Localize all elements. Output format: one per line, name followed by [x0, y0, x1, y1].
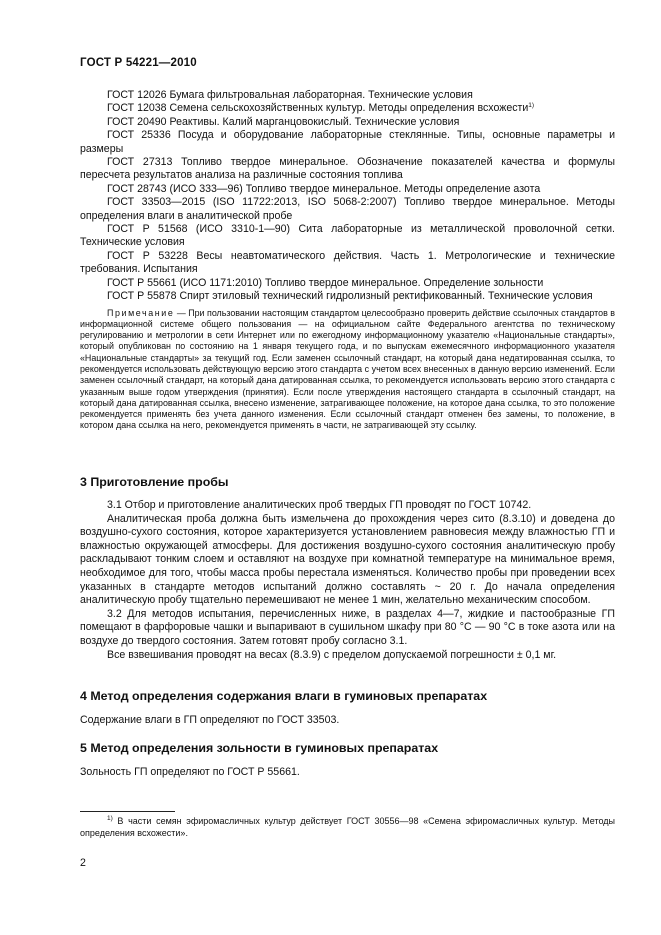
section-title: 4 Метод определения содержания влаги в гуминовых препаратах	[80, 689, 488, 703]
note-label: Примечание	[107, 307, 175, 318]
reference-item: ГОСТ 27313 Топливо твердое минеральное. Обозначение показателей качества и формулы пересчета результатов анализа на различные состояния топлива	[80, 156, 615, 182]
reference-item: ГОСТ Р 55661 (ИСО 1171:2010) Топливо твердое минеральное. Определение зольности	[107, 276, 544, 289]
note-text: — При пользовании настоящим стандартом целесообразно проверить действие ссылочных стандартов в информационной системе общего пользования — на официальном сайте Федерального агентства по техническому регулированию и метрологии в сети Интернет или по ежегодному информационному указателю «Национальные стандарты», который опубликован по состоянию на 1 января текущего года, и по выпускам ежемесячного информационного указателя «Национальные стандарты» за текущий год. Если заменен ссылочный стандарт, на который дана недатированная ссылка, то рекомендуется использовать действующую версию этого стандарта с учетом всех внесенных в данную версию изменений. Если заменен ссылочный стандарт, на который дана датированная ссылка, то рекомендуется использовать версию этого стандарта с указанным выше годом утверждения (принятия). Если после утверждения настоящего стандарта в ссылочный стандарт, на который дана датированная ссылка, внесено изменение, затрагивающее положение, на которое дана ссылка, то это положение рекомендуется применять без учета данного изменения. Если ссылочный стандарт отменен без замены, то положение, в котором дана ссылка на него, рекомендуется применять в части, не затрагивающей эту ссылку.	[80, 307, 615, 431]
section-paragraph: Все взвешивания проводят на весах (8.3.9) с пределом допускаемой погрешности ± 0,1 мг.	[107, 648, 557, 661]
section-paragraph: Содержание влаги в ГП определяют по ГОСТ 33503.	[80, 714, 340, 726]
section-paragraph: Аналитическая проба должна быть измельчена до прохождения через сито (8.3.10) и доведена до воздушно-сухого состояния, которое характеризуется установлением равновесия между влажностью ГП и влажностью окружающей атмосферы. Для достижения воздушно-сухого состояния аналитическую пробу раскладывают тонким слоем и оставляют на воздухе при комнатной температуре на минимальное время, необходимое для того, чтобы масса пробы перестала изменяться. Количество пробы при проведении всех указанных в стандарте методов испытаний должно составлять ~ 20 г. До начала определения аналитическую пробу тщательно перемешивают не менее 1 мин, желательно механическим способом.	[80, 512, 615, 607]
reference-item: ГОСТ 28743 (ИСО 333—96) Топливо твердое минеральное. Методы определение азота	[107, 182, 541, 195]
section-3	[80, 475, 615, 662]
reference-item: ГОСТ 20490 Реактивы. Калий марганцовокислый. Технические условия	[107, 115, 460, 128]
section-title: 3 Приготовление пробы	[80, 475, 229, 489]
section-paragraph: Зольность ГП определяют по ГОСТ Р 55661.	[80, 766, 300, 778]
section-5	[80, 741, 615, 780]
footnote	[80, 815, 615, 839]
section-4	[80, 689, 615, 728]
document-header: ГОСТ Р 54221—2010	[80, 57, 197, 69]
reference-item: ГОСТ 25336 Посуда и оборудование лабораторные стеклянные. Типы, основные параметры и размеры	[80, 129, 615, 155]
section-paragraph: 3.1 Отбор и приготовление аналитических проб твердых ГП проводят по ГОСТ 10742.	[107, 499, 532, 511]
footnote-marker: 1)	[528, 102, 535, 110]
reference-item: ГОСТ 12026 Бумага фильтровальная лабораторная. Технические условия	[107, 89, 473, 101]
reference-item: ГОСТ Р 51568 (ИСО 3310-1—90) Сита лабораторные из металлической проволочной сетки. Технические условия	[80, 223, 615, 249]
page-number: 2	[80, 857, 86, 869]
footnote-marker: 1)	[107, 815, 113, 822]
reference-item: ГОСТ 33503—2015 (ISO 11722:2013, ISO 5068-2:2007) Топливо твердое минеральное. Методы определения влаги в аналитической пробе	[80, 196, 615, 222]
reference-item: ГОСТ Р 53228 Весы неавтоматического действия. Часть 1. Метрологические и технические требования. Испытания	[80, 249, 615, 276]
reference-item: ГОСТ 12038 Семена сельскохозяйственных культур. Методы определения всхожести$^{1)}$	[107, 102, 535, 115]
section-title: 5 Метод определения зольности в гуминовых препаратах	[80, 741, 439, 755]
reference-item: ГОСТ Р 55878 Спирт этиловый технический гидролизный ректификованный. Технические условия	[107, 290, 593, 303]
footnote-separator	[80, 811, 175, 812]
normative-references	[80, 89, 615, 432]
section-paragraph: 3.2 Для методов испытания, перечисленных ниже, в разделах 4—7, жидкие и пастообразные ГП помещают в фарфоровые чашки и выпаривают в сушильном шкафу при 80 °С — 90 °С в токе азота или на воздухе до твердого состояния. Затем готовят пробу согласно 3.1.	[80, 607, 615, 647]
footnote-text: В части семян эфиромасличных культур действует ГОСТ 30556—98 «Семена эфиромасличных культур. Методы определения всхожести».	[80, 816, 615, 838]
references-note	[80, 308, 615, 432]
